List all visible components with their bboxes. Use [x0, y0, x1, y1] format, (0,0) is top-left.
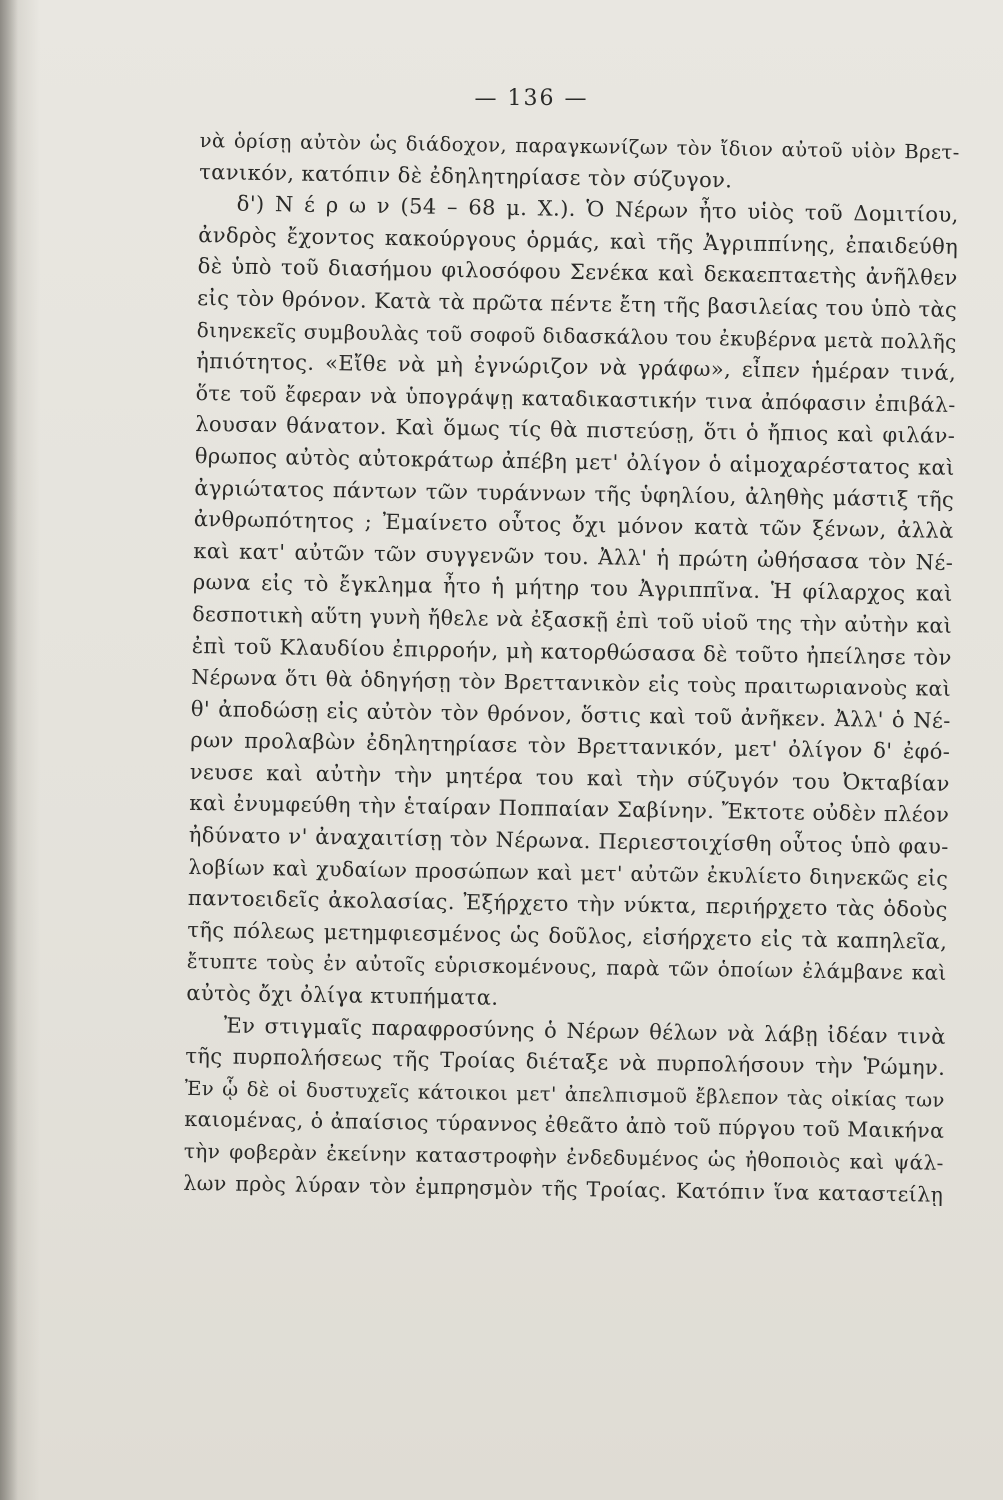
text-line: τῆς πόλεως μετημφιεσμένος ὡς δοῦλος, εἰσήρχετο εἰς τὰ καπηλεῖα,: [187, 917, 948, 954]
text-line: ἠδύνατο ν' ἀναχαιτίσῃ τὸν Νέρωνα. Περιεστοιχίσθη οὗτος ὑπὸ φαυ-: [188, 822, 949, 859]
text-line: διηνεκεῖς συμβουλὰς τοῦ σοφοῦ διδασκάλου του ἐκυβέρνα μετὰ πολλῆς: [196, 317, 957, 354]
page-number: — 136 —: [474, 86, 589, 111]
text-line: θρωπος αὐτὸς αὐτοκράτωρ ἀπέβη μετ' ὀλίγον ὁ αἱμοχαρέστατος καὶ: [194, 443, 955, 480]
text-line: ἔτυπτε τοὺς ἐν αὐτοῖς εὑρισκομένους, παρὰ τῶν ὁποίων ἐλάμβανε καὶ: [186, 949, 947, 986]
text-line: ὅτε τοῦ ἔφεραν νὰ ὑπογράψῃ καταδικαστικήν τινα ἀπόφασιν ἐπιβάλ-: [195, 380, 956, 417]
text-line: Ἐν ᾧ δὲ οἱ δυστυχεῖς κάτοικοι μετ' ἀπελπισμοῦ ἔβλεπον τὰς οἰκίας των: [184, 1076, 945, 1112]
text-line: λων πρὸς λύραν τὸν ἐμπρησμὸν τῆς Τροίας. Κατόπιν ἵνα καταστείλῃ: [183, 1170, 944, 1207]
text-line: θ' ἀποδώσῃ εἰς αὐτὸν τὸν θρόνον, ὅστις καὶ τοῦ ἀνῆκεν. Ἀλλ' ὁ Νέ-: [190, 696, 951, 733]
text-line: ἀνθρωπότητος ; Ἐμαίνετο οὗτος ὄχι μόνον κατὰ τῶν ξένων, ἀλλὰ: [193, 507, 954, 544]
text-line: λοβίων καὶ χυδαίων προσώπων καὶ μετ' αὐτῶν ἐκυλίετο διηνεκῶς εἰς: [188, 854, 949, 891]
text-line: τανικόν, κατόπιν δὲ ἐδηλητηρίασε τὸν σύζυγον.: [199, 159, 733, 192]
text-line: ἀνδρὸς ἔχοντος κακούργους ὁρμάς, καὶ τῆς Ἀγριππίνης, ἐπαιδεύθη: [198, 222, 959, 259]
text-line: καὶ κατ' αὐτῶν τῶν συγγενῶν του. Ἀλλ' ἡ πρώτη ὠθήσασα τὸν Νέ-: [193, 538, 954, 575]
text-line: Νέρωνα ὅτι θὰ ὁδηγήσῃ τὸν Βρεττανικὸν εἰς τοὺς πραιτωριανοὺς καὶ: [191, 665, 952, 701]
text-line: παντοειδεῖς ἀκολασίας. Ἐξήρχετο τὴν νύκτα, περιήρχετο τὰς ὁδοὺς: [187, 886, 948, 923]
text-line: δὲ ὑπὸ τοῦ διασήμου φιλοσόφου Σενέκα καὶ δεκαεπταετὴς ἀνῆλθεν: [197, 254, 958, 291]
body-text: [183, 125, 960, 1211]
text-line: αὐτὸς ὄχι ὀλίγα κτυπήματα.: [186, 980, 499, 1010]
text-line: Ἐν στιγμαῖς παραφροσύνης ὁ Νέρων θέλων νὰ λάβῃ ἰδέαν τινὰ: [223, 1013, 946, 1049]
text-line: καιομένας, ὁ ἀπαίσιος τύραννος ἐθεᾶτο ἀπὸ τοῦ πύργου τοῦ Μαικήνα: [184, 1107, 945, 1144]
text-line: λουσαν θάνατον. Καὶ ὅμως τίς θὰ πιστεύσῃ, ὅτι ὁ ἤπιος καὶ φιλάν-: [195, 412, 956, 449]
binding-shadow: [0, 0, 18, 1500]
text-line: νὰ ὁρίσῃ αὐτὸν ὡς διάδοχον, παραγκωνίζων τὸν ἴδιον αὐτοῦ υἱὸν Βρετ-: [199, 128, 960, 164]
text-line: τὴν φοβερὰν ἐκείνην καταστροφὴν ἐνδεδυμένος ὡς ἠθοποιὸς καὶ ψάλ-: [183, 1138, 944, 1175]
text-line: νευσε καὶ αὐτὴν τὴν μητέρα του καὶ τὴν σύζυγόν του Ὀκταβίαν: [189, 759, 950, 796]
text-line: τῆς πυρπολήσεως τῆς Τροίας διέταξε νὰ πυρπολήσουν τὴν Ῥώμην.: [185, 1044, 946, 1081]
text-line: εἰς τὸν θρόνον. Κατὰ τὰ πρῶτα πέντε ἔτη τῆς βασιλείας του ὑπὸ τὰς: [197, 285, 958, 322]
text-line: ἀγριώτατος πάντων τῶν τυράννων τῆς ὑφηλίου, ἀληθὴς μάστιξ τῆς: [194, 475, 955, 512]
text-line: δ') Ν έ ρ ω ν (54 – 68 μ. Χ.). Ὁ Νέρων ἦτο υἱὸς τοῦ Δομιτίου,: [236, 191, 959, 228]
text-line: δεσποτικὴ αὕτη γυνὴ ἤθελε νὰ ἐξασκῇ ἐπὶ τοῦ υἱοῦ της τὴν αὐτὴν καὶ: [192, 601, 953, 638]
text-line: ἠπιότητος. «Εἴθε νὰ μὴ ἐγνώριζον νὰ γράφω», εἶπεν ἡμέραν τινά,: [196, 349, 957, 386]
text-line: ἐπὶ τοῦ Κλαυδίου ἐπιρροήν, μὴ κατορθώσασα δὲ τοῦτο ἠπείλησε τὸν: [191, 633, 952, 670]
text-line: ρωνα εἰς τὸ ἔγκλημα ἦτο ἡ μήτηρ του Ἀγριππῖνα. Ἡ φίλαρχος καὶ: [192, 570, 953, 607]
text-line: καὶ ἐνυμφεύθη τὴν ἑταίραν Ποππαίαν Σαβίνην. Ἔκτοτε οὐδὲν πλέον: [189, 791, 950, 828]
text-line: ρων προλαβὼν ἐδηλητηρίασε τὸν Βρεττανικόν, μετ' ὀλίγον δ' ἐφό-: [190, 728, 951, 765]
